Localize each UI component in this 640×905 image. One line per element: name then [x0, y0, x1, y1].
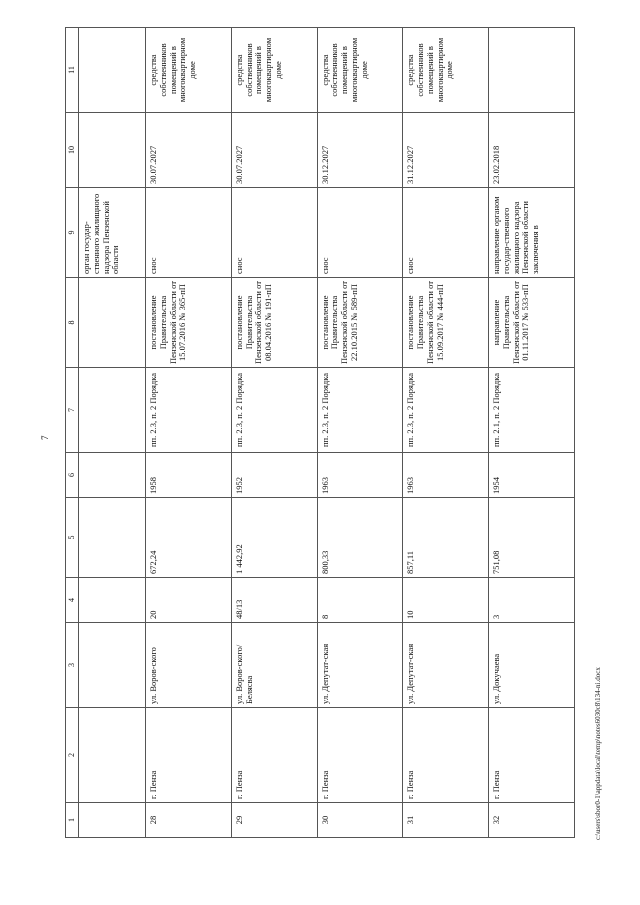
col-num: 3: [66, 623, 79, 708]
cell-date: 23.02.2018: [489, 113, 575, 188]
cell-n: 31: [403, 803, 489, 838]
cell-basis: пп. 2.3, п. 2 Порядка: [146, 368, 232, 453]
cell-year: 1954: [489, 453, 575, 498]
cell-date: 30.07.2027: [146, 113, 232, 188]
cell-doc: постановление Правительства Пензенской области от 22.10.2015 № 589-пП: [317, 278, 403, 368]
cell-area: 751,08: [489, 498, 575, 578]
cell-date: 30.07.2027: [231, 113, 317, 188]
cell-date: 30.12.2027: [317, 113, 403, 188]
col-num: 2: [66, 708, 79, 803]
col-num: 1: [66, 803, 79, 838]
cell-year: 1963: [403, 453, 489, 498]
cell-area: 672,24: [146, 498, 232, 578]
cell-house: 48/13: [231, 578, 317, 623]
col-num: 9: [66, 188, 79, 278]
cell-house: 10: [403, 578, 489, 623]
page-number: 7: [40, 435, 50, 440]
col-num: 11: [66, 28, 79, 113]
column-number-row: [66, 28, 79, 838]
authority-note: орган государ-ственного жилищного надзора Пензенской области: [79, 188, 146, 278]
cell-method: снос: [146, 188, 232, 278]
cell-area: 800,33: [317, 498, 403, 578]
table-row: [489, 28, 575, 838]
cell-doc: постановление Правительства Пензенской области от 15.09.2017 № 444-пП: [403, 278, 489, 368]
cell-street: ул. Депутат-ская: [317, 623, 403, 708]
cell-source: средства собственников помещений в многоквартирном доме: [231, 28, 317, 113]
cell-year: 1952: [231, 453, 317, 498]
cell-method: направление органом государ-ственного жилищного надзора Пензенской области заключения в: [489, 188, 575, 278]
cell-street: ул. Воров-ского: [146, 623, 232, 708]
cell-date: 31.12.2027: [403, 113, 489, 188]
cell-city: г. Пенза: [317, 708, 403, 803]
cell-method: снос: [403, 188, 489, 278]
cell-doc: постановление Правительства Пензенской области от 08.04.2016 № 191-пП: [231, 278, 317, 368]
cell-year: 1963: [317, 453, 403, 498]
cell-source: средства собственников помещений в многоквартирном доме: [146, 28, 232, 113]
cell-house: 8: [317, 578, 403, 623]
housing-table: [65, 27, 575, 838]
cell-city: г. Пенза: [146, 708, 232, 803]
cell-n: 30: [317, 803, 403, 838]
cell-area: 857,11: [403, 498, 489, 578]
cell-year: 1958: [146, 453, 232, 498]
cell-street: ул. Воров-ского/ Белясва: [231, 623, 317, 708]
col-num: 4: [66, 578, 79, 623]
cell-source: [489, 28, 575, 113]
cell-house: 20: [146, 578, 232, 623]
cell-doc: постановление Правительства Пензенской области от 15.07.2016 № 365-пП: [146, 278, 232, 368]
cell-city: г. Пенза: [489, 708, 575, 803]
cell-n: 32: [489, 803, 575, 838]
cell-doc: направление Правительства Пензенской области от 01.11.2017 № 533-пП: [489, 278, 575, 368]
cell-area: 1 442,92: [231, 498, 317, 578]
cell-basis: пп. 2.3, п. 2 Порядка: [317, 368, 403, 453]
cell-street: ул. Докучаева: [489, 623, 575, 708]
table-row: [403, 28, 489, 838]
cell-n: 28: [146, 803, 232, 838]
authority-row: [79, 28, 146, 838]
col-num: 5: [66, 498, 79, 578]
col-num: 7: [66, 368, 79, 453]
col-num: 6: [66, 453, 79, 498]
cell-method: снос: [231, 188, 317, 278]
cell-source: средства собственников помещений в многоквартирном доме: [317, 28, 403, 113]
cell-city: г. Пенза: [403, 708, 489, 803]
cell-street: ул. Депутат-ская: [403, 623, 489, 708]
cell-house: 3: [489, 578, 575, 623]
col-num: 10: [66, 113, 79, 188]
cell-basis: пп. 2.3, п. 2 Порядка: [403, 368, 489, 453]
cell-n: 29: [231, 803, 317, 838]
table-row: [146, 28, 232, 838]
file-path-footer: c:\users\sbor0-1\appdata\local\temp\notes6030c8\134-ni.docx: [594, 667, 602, 840]
rotated-table-container: [65, 28, 575, 838]
cell-source: средства собственников помещений в многоквартирном доме: [403, 28, 489, 113]
table-row: [231, 28, 317, 838]
cell-basis: пп. 2.3, п. 2 Порядка: [231, 368, 317, 453]
cell-city: г. Пенза: [231, 708, 317, 803]
table-row: [317, 28, 403, 838]
cell-method: снос: [317, 188, 403, 278]
cell-basis: пп. 2.1, п. 2 Порядка: [489, 368, 575, 453]
col-num: 8: [66, 278, 79, 368]
